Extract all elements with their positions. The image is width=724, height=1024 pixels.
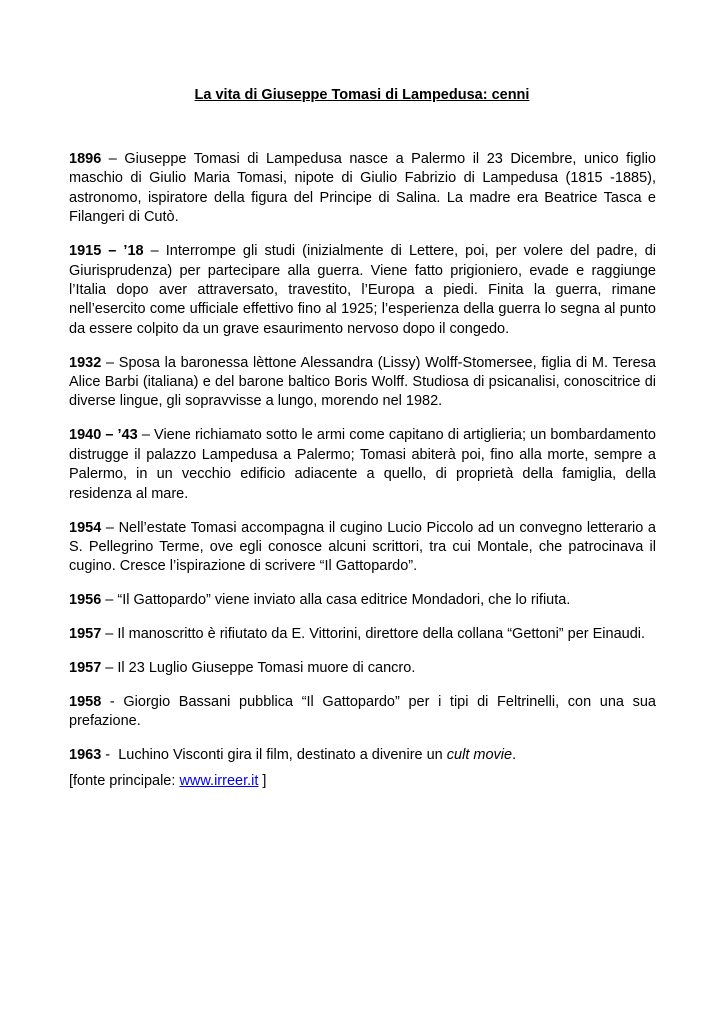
entry-separator: – — [143, 243, 166, 260]
entry-year: 1958 — [69, 693, 102, 710]
entry-separator: - — [101, 747, 119, 764]
entry-text: Giorgio Bassani pubblica “Il Gattopardo” per i tipi di Feltrinelli, con una sua prefazione. — [69, 693, 656, 730]
entry-separator: – — [101, 592, 118, 609]
entry-separator: – — [137, 427, 155, 444]
entry-separator: – — [101, 519, 119, 536]
entry-separator: – — [101, 354, 119, 371]
entry-emphasis: cult movie — [446, 747, 513, 764]
timeline-entry-1958 — [69, 693, 656, 732]
timeline-entry-1896 — [69, 150, 656, 228]
timeline-entry-1954 — [69, 519, 656, 577]
entry-year: 1957 — [69, 626, 102, 643]
entry-text: Viene richiamato sotto le armi come capitano di artiglieria; un bombardamento distrugge il palazzo Lampedusa a Palermo; Tomasi abiterà poi, fino alla morte, sempre a Palermo, in un vecchio edificio adiacente a quello, di proprietà della famiglia, della residenza al mare. — [69, 427, 656, 502]
entry-text: Il manoscritto è rifiutato da E. Vittorini, direttore della collana “Gettoni” per Einaudi. — [117, 626, 646, 643]
entry-separator: – — [101, 151, 125, 167]
source-note — [69, 772, 266, 791]
entry-year: 1957 — [69, 660, 102, 677]
timeline — [69, 150, 656, 766]
timeline-entry-1957-death — [69, 659, 656, 678]
timeline-entry-1915-18 — [69, 242, 656, 339]
entry-tail: . — [512, 747, 517, 764]
timeline-entry-1932 — [69, 354, 656, 412]
entry-text: Nell’estate Tomasi accompagna il cugino Lucio Piccolo ad un convegno letterario a S. Pellegrino Terme, ove egli conosce alcuni scrittori, tra cui Montale, che patrocinava il cugino. Cresce l’ispirazione di scrivere “Il Gattopardo”. — [69, 519, 656, 575]
timeline-entry-1957-vittorini — [69, 625, 656, 644]
timeline-entry-1956 — [69, 591, 656, 610]
entry-year: 1956 — [69, 592, 102, 609]
source-link[interactable]: www.irreer.it — [179, 773, 259, 789]
entry-text: Interrompe gli studi (inizialmente di Lettere, poi, per volere del padre, di Giurisprudenza) per partecipare alla guerra. Viene fatto prigioniero, evade e raggiunge l’Italia dopo aver attraversato, travestito, l’Europa a piedi. Finita la guerra, rimane nell’esercito come ufficiale effettivo fino al 1925; l’esperienza della guerra lo segna al punto da essere colpito da un grave esaurimento nervoso dopo il congedo. — [69, 243, 656, 337]
timeline-entry-1940-43 — [69, 426, 656, 504]
source-suffix: ] — [258, 773, 267, 789]
entry-text: Giuseppe Tomasi di Lampedusa nasce a Palermo il 23 Dicembre, unico figlio maschio di Giulio Maria Tomasi, nipote di Giulio Fabrizio di Lampedusa (1815 -1885), astronomo, ispiratore della figura del Principe di Salina. La madre era Beatrice Tasca e Filangeri di Cutò. — [69, 151, 656, 226]
entry-year: 1896 — [69, 151, 102, 167]
entry-text: Il 23 Luglio Giuseppe Tomasi muore di cancro. — [117, 660, 416, 677]
entry-text: Luchino Visconti gira il film, destinato a divenire un — [118, 747, 447, 764]
entry-year: 1963 — [69, 747, 102, 764]
entry-text: Sposa la baronessa lèttone Alessandra (Lissy) Wolff-Stomersee, figlia di M. Teresa Alice Barbi (italiana) e del barone baltico Boris Wolff. Studiosa di psicanalisi, conoscitrice di diverse lingue, gli sopravvisse a lungo, morendo nel 1982. — [69, 354, 657, 410]
document-title: La vita di Giuseppe Tomasi di Lampedusa: cenni — [194, 87, 530, 103]
entry-year: 1940 – ’43 — [69, 427, 138, 444]
entry-year: 1954 — [69, 519, 102, 536]
entry-year: 1932 — [69, 354, 102, 371]
entry-text: “Il Gattopardo” viene inviato alla casa editrice Mondadori, che lo rifiuta. — [117, 592, 571, 609]
entry-separator: – — [101, 660, 118, 677]
entry-year: 1915 – ’18 — [69, 243, 144, 260]
entry-separator: – — [101, 626, 118, 643]
timeline-entry-1963 — [69, 746, 656, 765]
entry-separator: - — [101, 693, 124, 710]
source-prefix: [fonte principale: — [69, 773, 180, 789]
